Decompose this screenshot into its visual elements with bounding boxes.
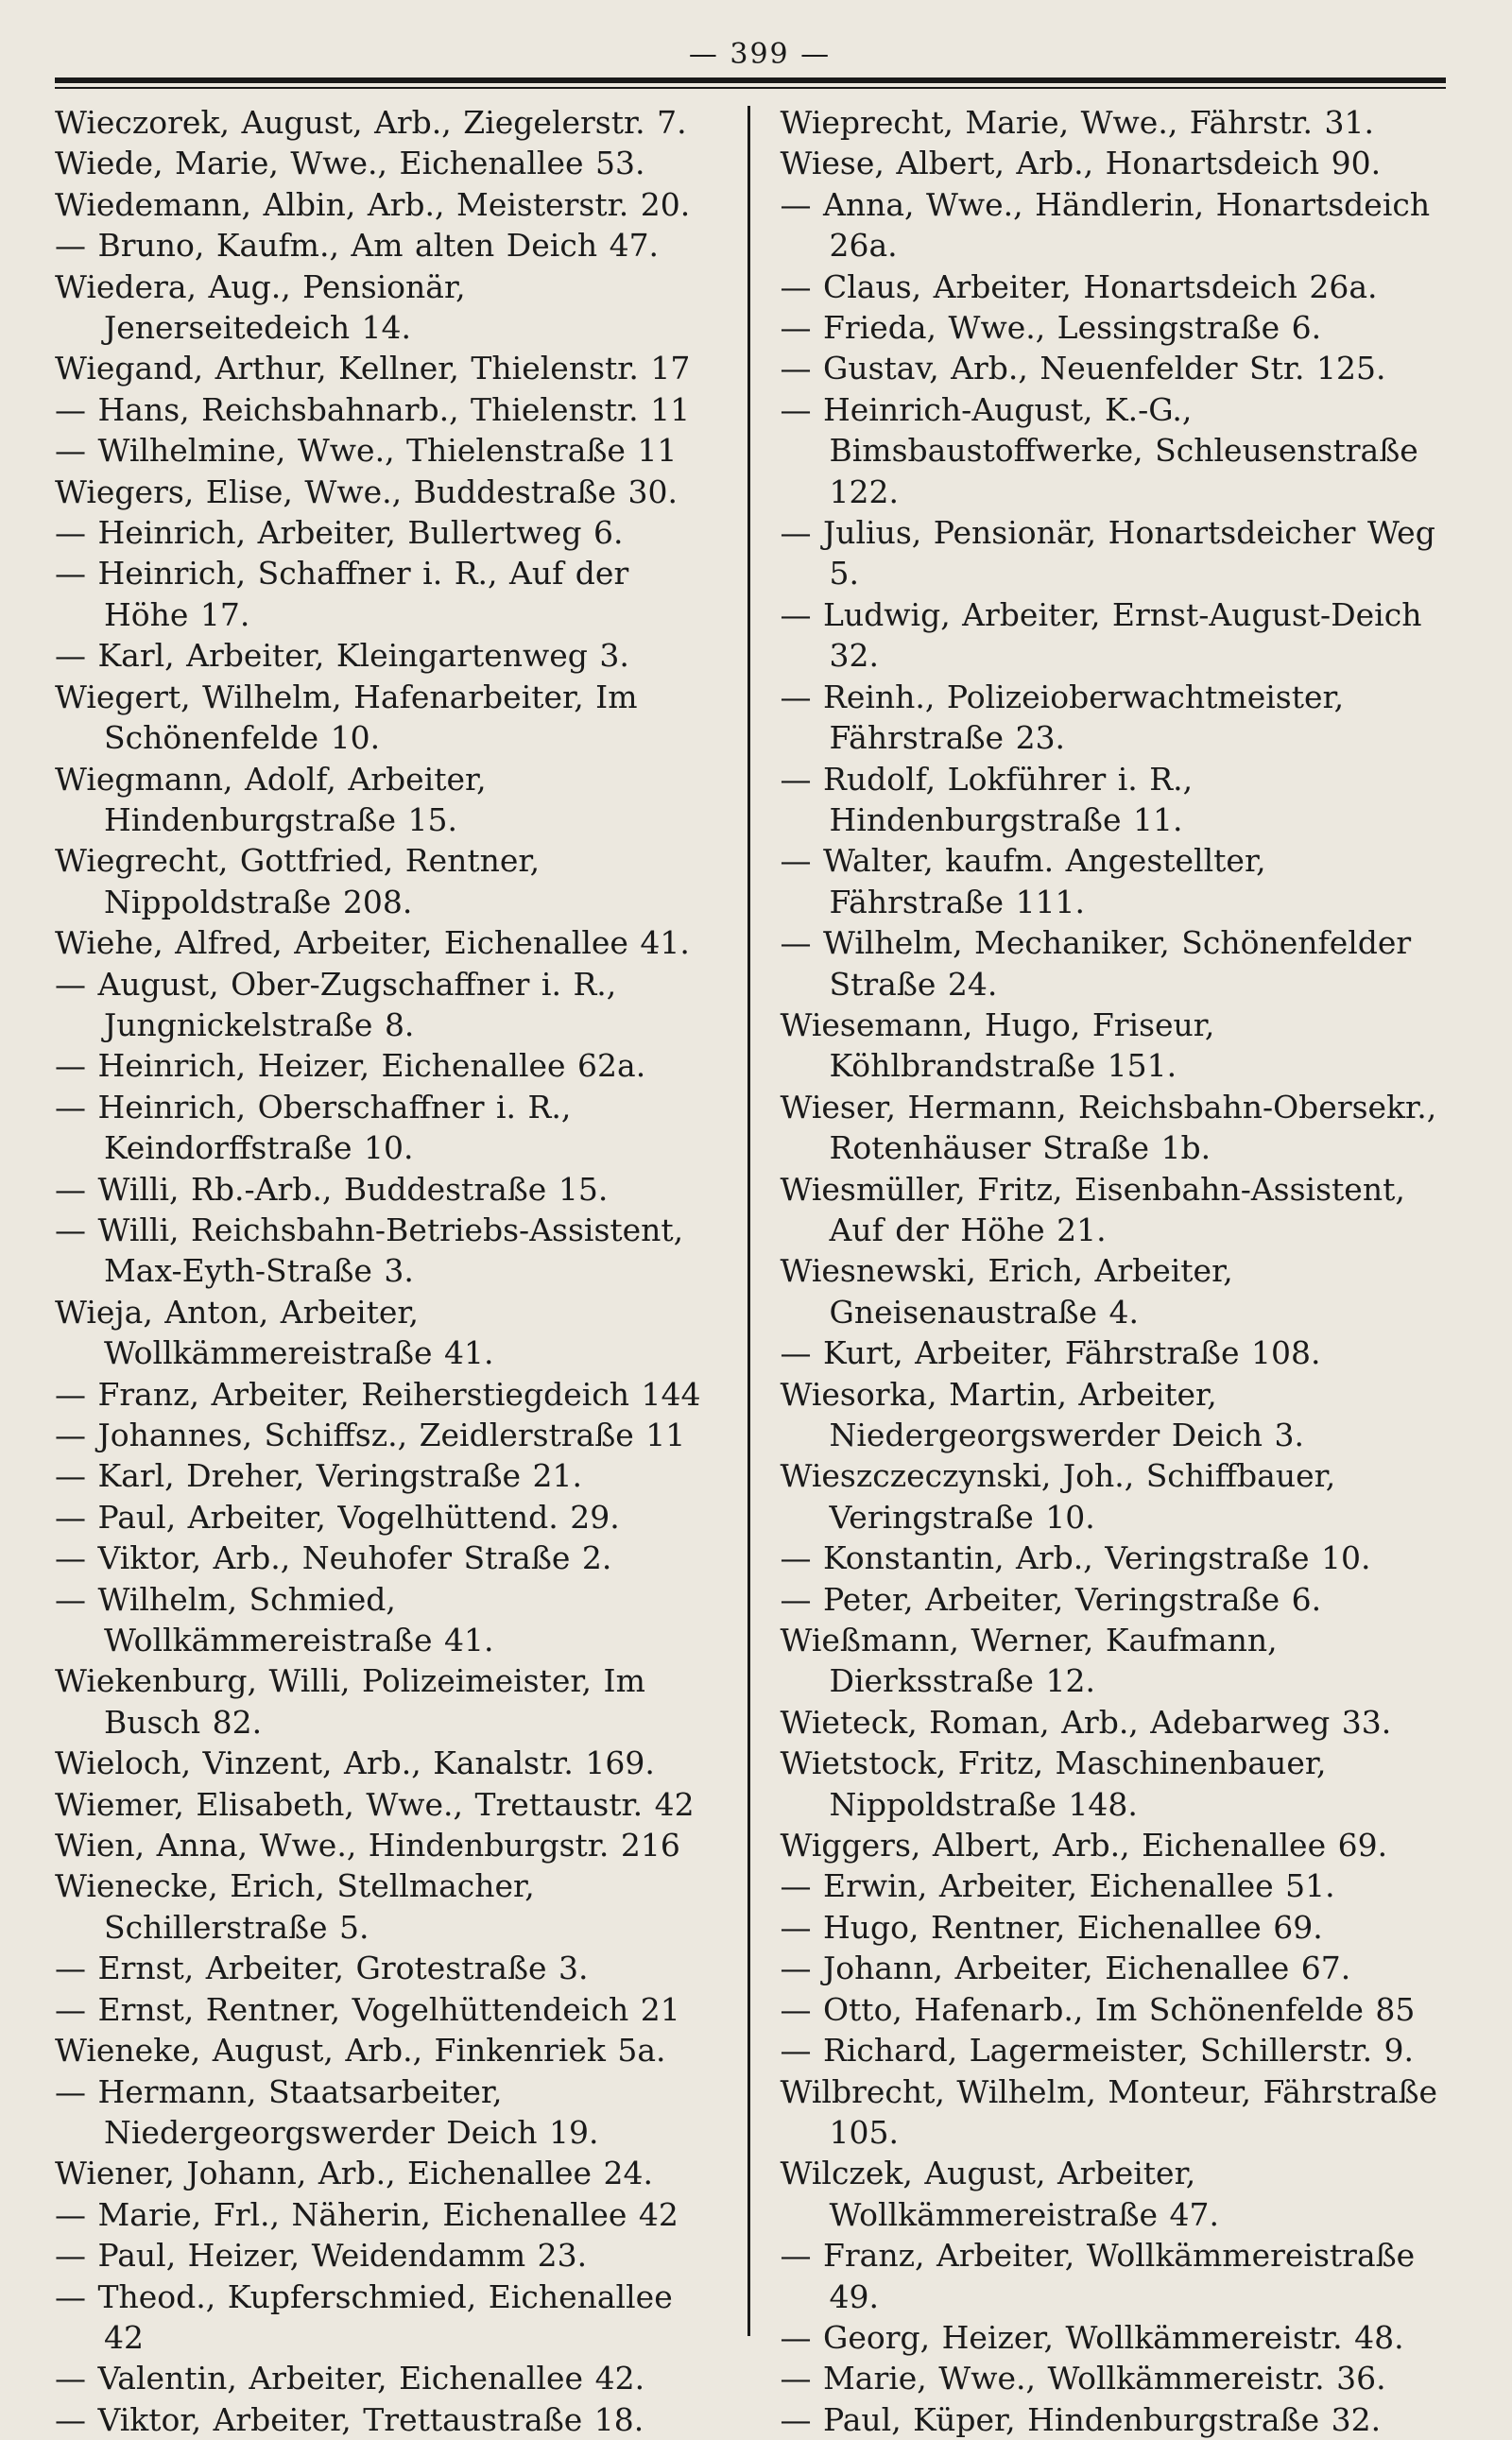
- directory-entry: Wiehe, Alfred, Arbeiter, Eichenallee 41.: [55, 924, 690, 962]
- directory-entry: Wiede, Marie, Wwe., Eichenallee 53.: [55, 145, 645, 182]
- directory-entry: — Otto, Hafenarb., Im Schönenfelde 85: [780, 1990, 1416, 2028]
- directory-entry: — Erwin, Arbeiter, Eichenallee 51.: [780, 1867, 1335, 1905]
- directory-entry: Wiegert, Wilhelm, Hafenarbeiter, Im Schönenfelde 10.: [55, 678, 638, 757]
- directory-entry: — Richard, Lagermeister, Schillerstr. 9.: [780, 2032, 1415, 2070]
- directory-entry: Wieloch, Vinzent, Arb., Kanalstr. 169.: [55, 1744, 655, 1782]
- directory-entry: Wiegers, Elise, Wwe., Buddestraße 30.: [55, 473, 679, 510]
- directory-entry: — Karl, Dreher, Veringstraße 21.: [55, 1457, 583, 1495]
- directory-entry: — Julius, Pensionär, Honartsdeicher Weg 5.: [780, 514, 1435, 593]
- directory-entry: — Konstantin, Arb., Veringstraße 10.: [780, 1539, 1371, 1577]
- directory-entry: — Johannes, Schiffsz., Zeidlerstraße 11: [55, 1417, 686, 1453]
- directory-entry: — Valentin, Arbeiter, Eichenallee 42.: [55, 2360, 645, 2397]
- directory-entry: — Franz, Arbeiter, Reiherstiegdeich 144: [55, 1375, 701, 1413]
- directory-entry: — Paul, Küper, Hindenburgstraße 32.: [780, 2400, 1382, 2438]
- entry-columns: [55, 102, 1446, 2438]
- directory-entry: Wiesnewski, Erich, Arbeiter, Gneisenaustraße 4.: [780, 1252, 1233, 1331]
- directory-entry: — Hermann, Staatsarbeiter, Niedergeorgswerder Deich 19.: [55, 2072, 599, 2151]
- directory-entry: — Anna, Wwe., Händlerin, Honartsdeich 26a.: [780, 185, 1431, 265]
- directory-entry: Wiegmann, Adolf, Arbeiter, Hindenburgstraße 15.: [55, 760, 487, 838]
- directory-entry: — Wilhelm, Schmied, Wollkämmereistraße 41.: [55, 1580, 494, 1659]
- left-column: [55, 102, 747, 2438]
- directory-entry: Wiedera, Aug., Pensionär, Jenerseitedeich 14.: [55, 267, 466, 347]
- directory-entry: Wiesorka, Martin, Arbeiter, Niedergeorgswerder Deich 3.: [780, 1375, 1304, 1453]
- right-column: [750, 102, 1447, 2438]
- directory-entry: — August, Ober-Zugschaffner i. R., Jungnickelstraße 8.: [55, 965, 617, 1043]
- directory-entry: — Franz, Arbeiter, Wollkämmereistraße 49.: [780, 2237, 1416, 2315]
- directory-entry: — Georg, Heizer, Wollkämmereistr. 48.: [780, 2318, 1404, 2356]
- page-number: — 399 —: [688, 38, 832, 71]
- directory-entry: — Wilhelm, Mechaniker, Schönenfelder Straße 24.: [780, 924, 1412, 1003]
- directory-entry: Wilczek, August, Arbeiter, Wollkämmereistraße 47.: [780, 2155, 1219, 2233]
- directory-entry: Wieprecht, Marie, Wwe., Fährstr. 31.: [780, 104, 1374, 141]
- directory-entry: Wiggers, Albert, Arb., Eichenallee 69.: [780, 1827, 1388, 1864]
- directory-entry: — Wilhelmine, Wwe., Thielenstraße 11: [55, 432, 678, 470]
- directory-entry: Wiemer, Elisabeth, Wwe., Trettaustr. 42: [55, 1785, 695, 1823]
- directory-entry: Wilbrecht, Wilhelm, Monteur, Fährstraße 105.: [780, 2072, 1438, 2151]
- directory-entry: — Bruno, Kaufm., Am alten Deich 47.: [55, 227, 660, 265]
- directory-entry: — Gustav, Arb., Neuenfelder Str. 125.: [780, 350, 1386, 387]
- header-rule-thick: [55, 77, 1446, 83]
- directory-entry: Wieteck, Roman, Arb., Adebarweg 33.: [780, 1703, 1392, 1741]
- directory-entry: — Marie, Wwe., Wollkämmereistr. 36.: [780, 2360, 1386, 2397]
- directory-entry: Wieneke, August, Arb., Finkenriek 5a.: [55, 2032, 666, 2070]
- directory-entry: — Kurt, Arbeiter, Fährstraße 108.: [780, 1334, 1321, 1372]
- directory-entry: — Frieda, Wwe., Lessingstraße 6.: [780, 309, 1322, 347]
- directory-entry: Wietstock, Fritz, Maschinenbauer, Nippoldstraße 148.: [780, 1744, 1327, 1823]
- directory-entry: — Ernst, Rentner, Vogelhüttendeich 21: [55, 1990, 680, 2028]
- directory-entry: Wiesemann, Hugo, Friseur, Köhlbrandstraße 151.: [780, 1005, 1215, 1085]
- directory-entry: Wiegand, Arthur, Kellner, Thielenstr. 17: [55, 350, 691, 387]
- directory-entry: — Heinrich-August, K.-G., Bimsbaustoffwerke, Schleusenstraße 122.: [780, 390, 1418, 510]
- directory-entry: Wienecke, Erich, Stellmacher, Schillerstraße 5.: [55, 1867, 535, 1946]
- directory-entry: — Viktor, Arb., Neuhofer Straße 2.: [55, 1539, 612, 1577]
- directory-entry: — Willi, Rb.-Arb., Buddestraße 15.: [55, 1170, 609, 1208]
- directory-entry: — Walter, kaufm. Angestellter, Fährstraße 111.: [780, 842, 1266, 920]
- directory-entry: — Reinh., Polizeioberwachtmeister, Fährstraße 23.: [780, 678, 1345, 757]
- directory-entry: — Rudolf, Lokführer i. R., Hindenburgstraße 11.: [780, 760, 1194, 838]
- header-rule-thin: [55, 87, 1446, 89]
- directory-entry: Wiesmüller, Fritz, Eisenbahn-Assistent, Auf der Höhe 21.: [780, 1170, 1405, 1248]
- directory-entry: — Ernst, Arbeiter, Grotestraße 3.: [55, 1950, 589, 1987]
- directory-entry: Wieczorek, August, Arb., Ziegelerstr. 7.: [55, 104, 687, 141]
- directory-entry: Wießmann, Werner, Kaufmann, Dierksstraße 12.: [780, 1622, 1278, 1700]
- directory-entry: — Heinrich, Heizer, Eichenallee 62a.: [55, 1047, 646, 1085]
- directory-entry: — Willi, Reichsbahn-Betriebs-Assistent, Max-Eyth-Straße 3.: [55, 1211, 684, 1290]
- directory-entry: Wiekenburg, Willi, Polizeimeister, Im Busch 82.: [55, 1662, 645, 1741]
- directory-entry: — Paul, Heizer, Weidendamm 23.: [55, 2237, 588, 2275]
- directory-entry: — Ludwig, Arbeiter, Ernst-August-Deich 32.: [780, 595, 1422, 675]
- directory-entry: Wiedemann, Albin, Arb., Meisterstr. 20.: [55, 185, 691, 223]
- directory-entry: — Peter, Arbeiter, Veringstraße 6.: [780, 1580, 1322, 1618]
- directory-entry: — Hans, Reichsbahnarb., Thielenstr. 11: [55, 390, 691, 428]
- directory-entry: Wieja, Anton, Arbeiter, Wollkämmereistraße 41.: [55, 1293, 494, 1372]
- directory-entry: — Hugo, Rentner, Eichenallee 69.: [780, 1908, 1323, 1946]
- directory-entry: — Marie, Frl., Näherin, Eichenallee 42: [55, 2195, 679, 2233]
- directory-entry: — Karl, Arbeiter, Kleingartenweg 3.: [55, 637, 629, 675]
- directory-entry: Wieser, Hermann, Reichsbahn-Obersekr., Rotenhäuser Straße 1b.: [780, 1088, 1437, 1167]
- directory-entry: — Paul, Arbeiter, Vogelhüttend. 29.: [55, 1498, 620, 1536]
- directory-entry: — Heinrich, Arbeiter, Bullertweg 6.: [55, 514, 624, 552]
- directory-entry: Wiener, Johann, Arb., Eichenallee 24.: [55, 2155, 654, 2192]
- directory-entry: — Theod., Kupferschmied, Eichenallee 42: [55, 2277, 673, 2356]
- directory-entry: — Claus, Arbeiter, Honartsdeich 26a.: [780, 267, 1378, 305]
- directory-entry: — Johann, Arbeiter, Eichenallee 67.: [780, 1950, 1351, 1987]
- directory-entry: — Heinrich, Oberschaffner i. R., Keindorffstraße 10.: [55, 1088, 572, 1167]
- directory-entry: — Viktor, Arbeiter, Trettaustraße 18.: [55, 2400, 644, 2438]
- directory-entry: — Heinrich, Schaffner i. R., Auf der Höhe 17.: [55, 555, 629, 633]
- directory-entry: Wien, Anna, Wwe., Hindenburgstr. 216: [55, 1827, 680, 1864]
- directory-entry: Wiese, Albert, Arb., Honartsdeich 90.: [780, 145, 1382, 182]
- directory-entry: Wieszczeczynski, Joh., Schiffbauer, Veringstraße 10.: [780, 1457, 1336, 1536]
- directory-entry: Wiegrecht, Gottfried, Rentner, Nippoldstraße 208.: [55, 842, 541, 920]
